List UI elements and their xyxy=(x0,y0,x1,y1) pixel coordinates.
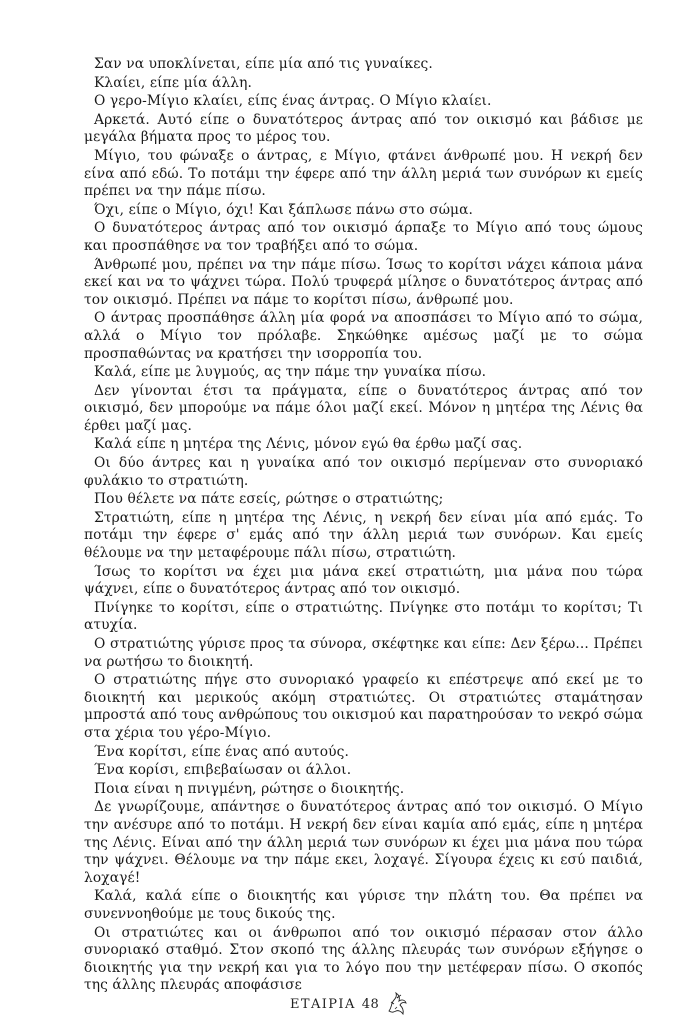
paragraph: Στρατιώτη, είπε η μητέρα της Λένις, η νεκρή δεν είναι μία από εμάς. Το ποτάμι την έφερε σ' εμάς από την άλλη μεριά των συνόρων. Και εμείς θέλουμε να την μεταφέρουμε πάλι πίσω, στρατιώτη. xyxy=(84,509,643,562)
paragraph: Ίσως το κορίτσι να έχει μια μάνα εκεί στρατιώτη, μια μάνα που τώρα ψάχνει, είπε ο δυνατότερος άντρας από τον οικισμό. xyxy=(84,563,643,598)
paragraph: Δε γνωρίζουμε, απάντησε ο δυνατότερος άντρας από τον οικισμό. Ο Μίγιο την ανέσυρε από το ποτάμι. Η νεκρή δεν είναι καμία από εμάς, είπε η μητέρα της Λένις. Είναι από την άλλη μεριά των συνόρων κι έχει μια μάνα που τώρα την ψάχνει. Θέλουμε να την πάμε εκει, λοχαγέ. Σίγουρα έχεις κι εσύ παιδιά, λοχαγέ! xyxy=(84,799,643,886)
paragraph: Σαν να υποκλίνεται, είπε μία από τις γυναίκες. xyxy=(94,56,433,72)
paragraph: Αρκετά. Αυτό είπε ο δυνατότερος άντρας από τον οικισμό και βάδισε με μεγάλα βήματα προς το μέρος του. xyxy=(84,111,643,146)
paragraph: Δεν γίνονται έτσι τα πράγματα, είπε ο δυνατότερος άντρας από τον οικισμό, δεν μπορούμε να πάμε όλοι μαζί εκεί. Μόνον η μητέρα της Λένις θα έρθει μαζί μας. xyxy=(84,382,643,434)
page-footer xyxy=(290,991,409,1017)
paragraph: Ποια είναι η πνιγμένη, ρώτησε ο διοικητής. xyxy=(94,780,405,797)
paragraph: Ο στρατιώτης πήγε στο συνοριακό γραφείο κι επέστρεψε από εκεί με το διοικητή και μερικούς ακόμη στρατιώτες. Οι στρατιώτες σταμάτησαν μπροστά από τους ανθρώπους του οικισμού και παρατηρούσαν το νεκρό σώμα στα χέρια του γέρο-Μίγιο. xyxy=(84,672,643,741)
paragraph: Καλά, είπε με λυγμούς, ας την πάμε την γυναίκα πίσω. xyxy=(94,364,487,381)
paragraph: Ένα κορίσι, επιβεβαίωσαν οι άλλοι. xyxy=(94,762,352,779)
journal-name: ΕΤΑΙΡΙΑ xyxy=(290,996,356,1012)
page-number: 48 xyxy=(361,996,380,1012)
paragraph: Ο γερο-Μίγιο κλαίει, είπς ένας άντρας. Ο Μίγιο κλαίει. xyxy=(94,93,492,110)
paragraph: Κλαίει, είπε μία άλλη. xyxy=(94,74,253,91)
paragraph: Οι δύο άντρες και η γυναίκα από τον οικισμό περίμεναν στο συνοριακό φυλάκιο το στρατιώτη. xyxy=(84,455,643,489)
paragraph: Που θέλετε να πάτε εσείς, ρώτησε ο στρατιώτης; xyxy=(94,491,444,508)
paragraph: Όχι, είπε ο Μίγιο, όχι! Και ξάπλωσε πάνω στο σώμα. xyxy=(94,201,474,218)
paragraph: Ο δυνατότερος άντρας από τον οικισμό άρπαξε το Μίγιο από τους ώμους και προσπάθησε να τον τραβήξει από το σώμα. xyxy=(84,220,643,254)
paragraph: Πνίγηκε το κορίτσι, είπε ο στρατιώτης. Πνίγηκε στο ποτάμι το κορίτσι; Τι ατυχία. xyxy=(84,599,643,634)
paragraph: Ένα κορίτσι, είπε ένας από αυτούς. xyxy=(94,743,349,760)
paragraph: Άνθρωπέ μου, πρέπει να την πάμε πίσω. Ίσως το κορίτσι νάχει κάποια μάνα εκεί και να το ψάχνει τώρα. Πολύ τρυφερά μίλησε ο δυνατότερος άντρας από τον οικισμό. Πρέπει να πάμε το κορίτσι πίσω, άνθρωπέ μου. xyxy=(84,256,643,308)
paragraph: Ο άντρας προσπάθησε άλλη μία φορά να αποσπάσει το Μίγιο από το σώμα, αλλά ο Μίγιο τον πρόλαβε. Σηκώθηκε αμέσως μαζί με το σώμα προσπαθώντας να κρατήσει την ισορροπία του. xyxy=(84,310,643,362)
body-text xyxy=(84,56,643,996)
paragraph: Καλά, καλά είπε ο διοικητής και γύρισε την πλάτη του. Θα πρέπει να συνεννοηθούμε με τους δικούς της. xyxy=(84,888,643,922)
paragraph: Ο στρατιώτης γύρισε προς τα σύνορα, σκέφτηκε και είπε: Δεν ξέρω... Πρέπει να ρωτήσω το διοικητή. xyxy=(84,636,643,670)
paragraph: Καλά είπε η μητέρα της Λένις, μόνον εγώ θα έρθω μαζί σας. xyxy=(94,436,523,453)
dragon-sprite-icon xyxy=(385,991,409,1017)
paragraph: Οι στρατιώτες και οι άνθρωποι από τον οικισμό πέρασαν στον άλλο συνοριακό σταθμό. Στον σκοπό της άλλης πλευράς των συνόρων εξήγησε ο διοικητής για την νεκρή και για το λόγο που την μετέφεραν πίσω. Ο σκοπός της άλλης πλευράς αποφάσισε xyxy=(84,924,643,994)
paragraph: Μίγιο, του φώναξε ο άντρας, ε Μίγιο, φτάνει άνθρωπέ μου. Η νεκρή δεν είνα από εδώ. Το ποτάμι την έφερε από την άλλη μεριά των συνόρων κι εμείς πρέπει να την πάμε πίσω. xyxy=(84,147,643,200)
